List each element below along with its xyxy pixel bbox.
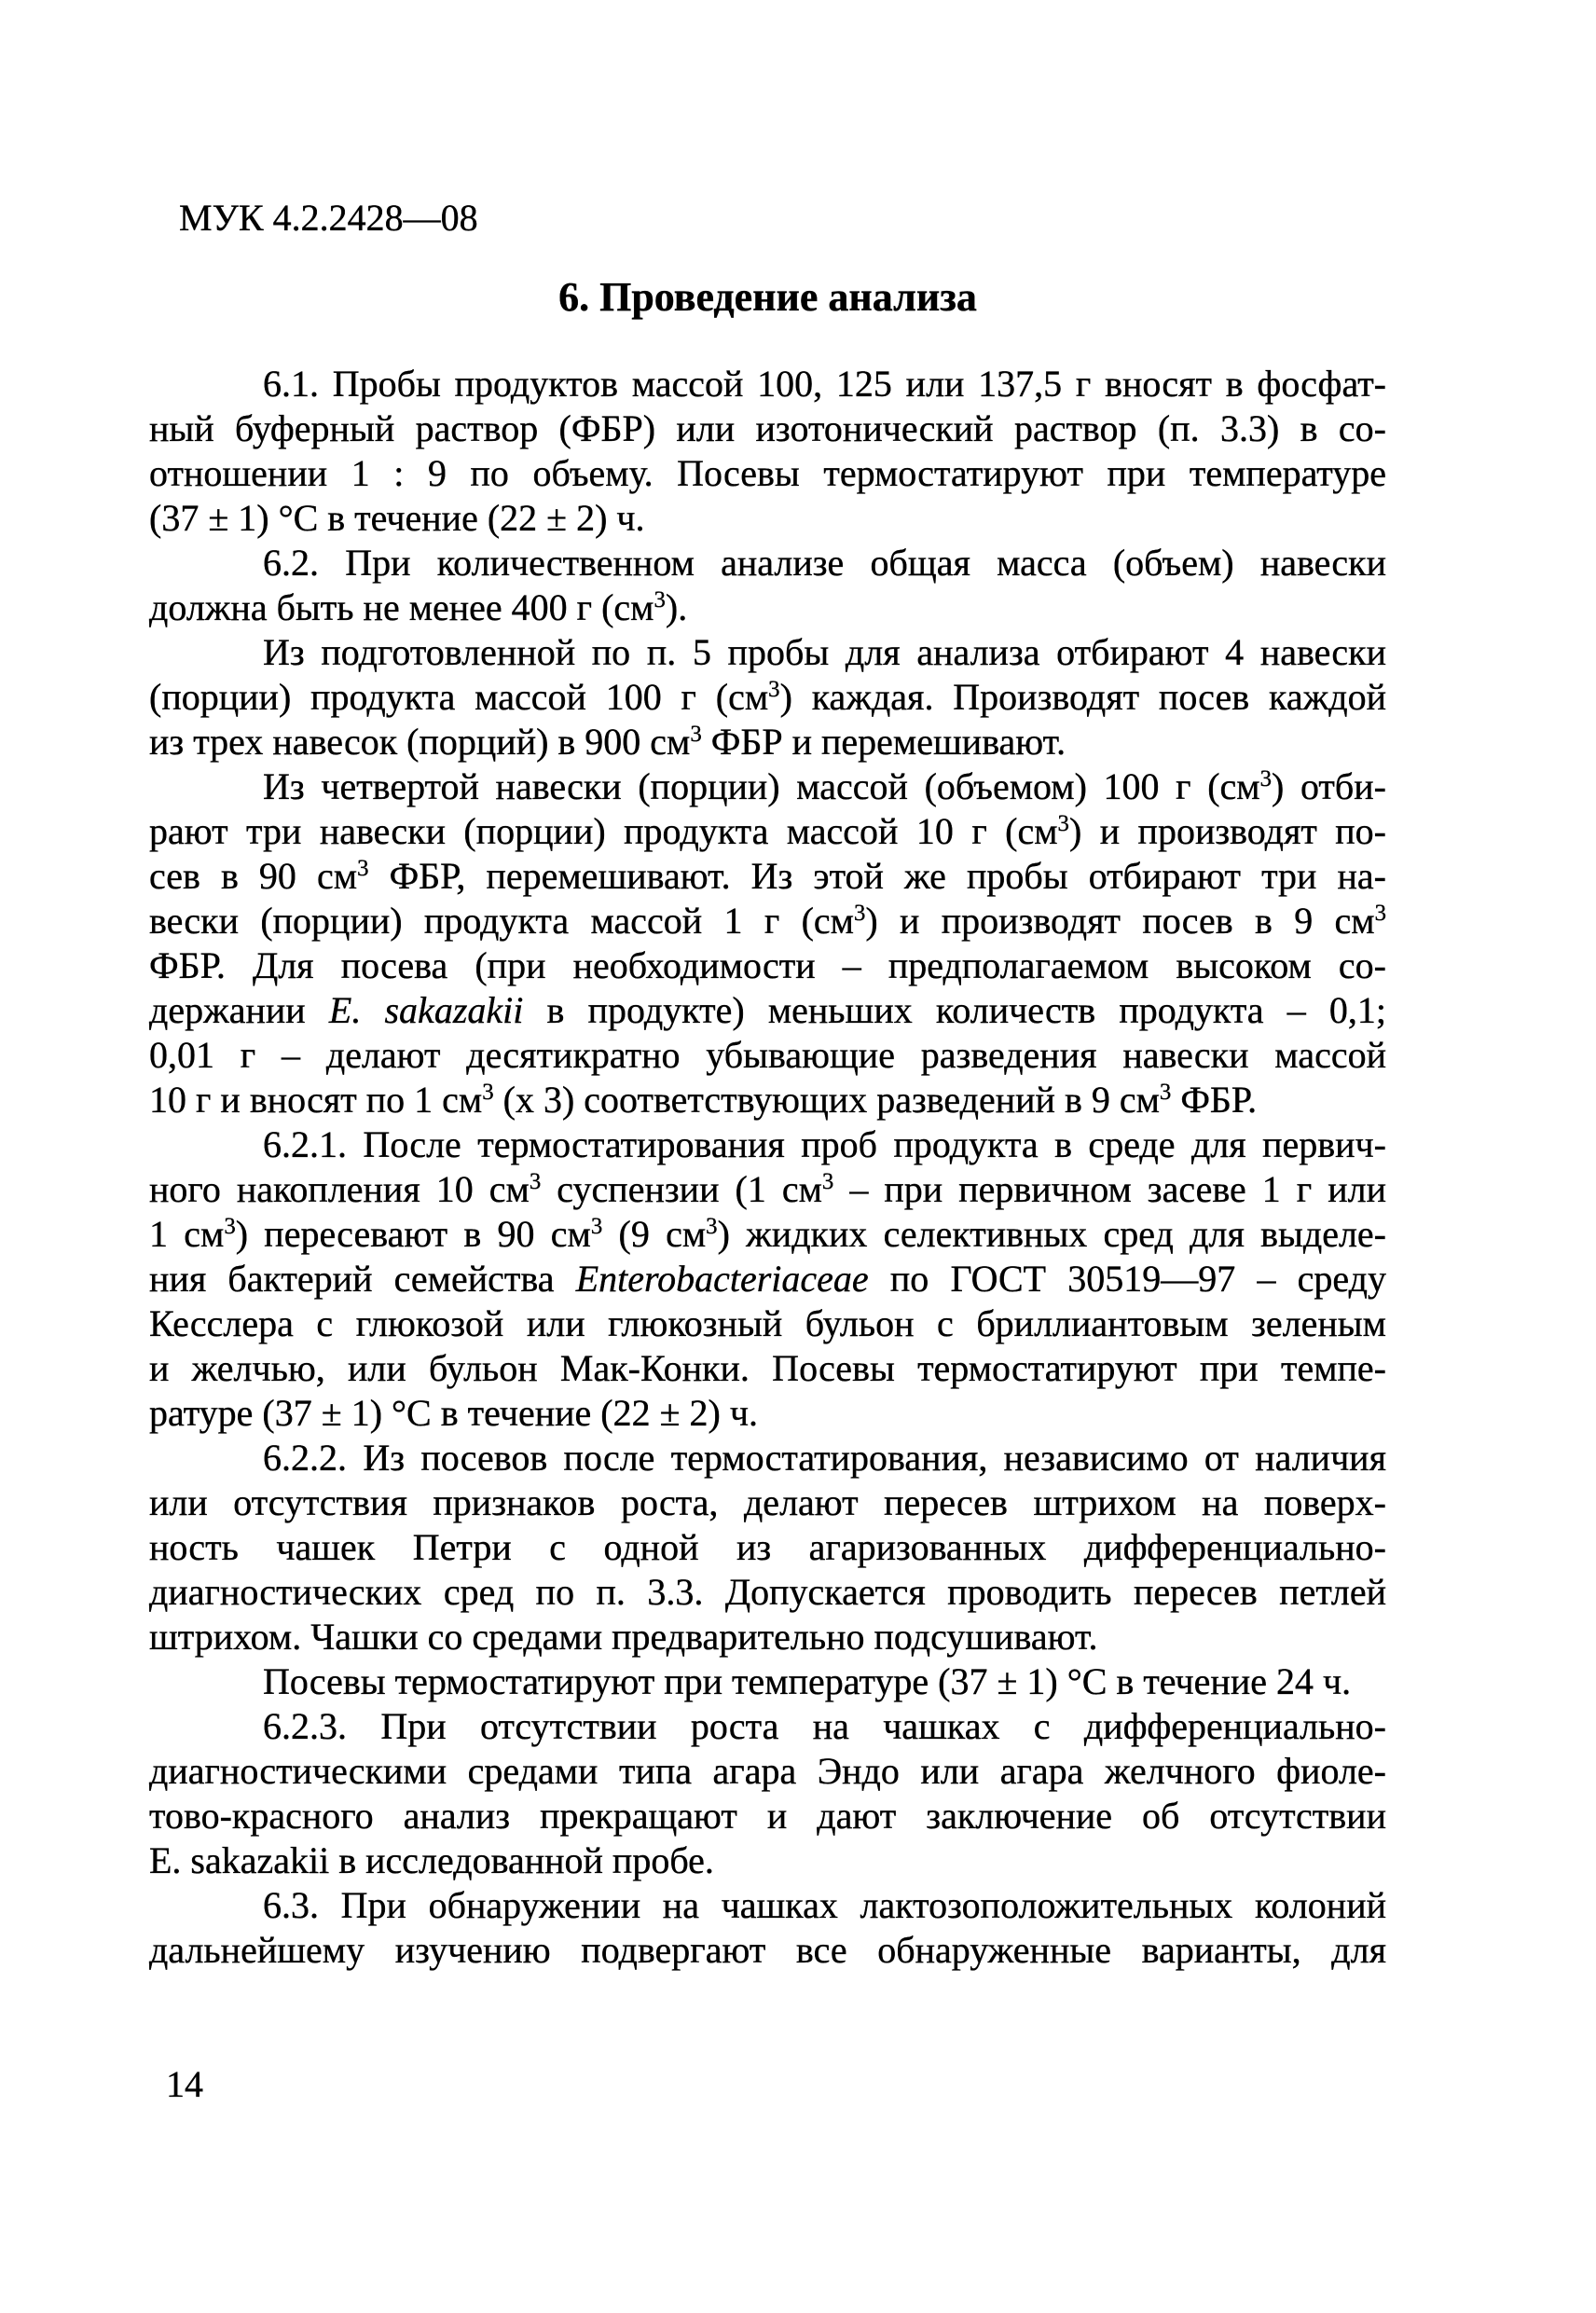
text-line: Из подготовленной по п. 5 пробы для анализа отбирают 4 навески: [263, 631, 1386, 673]
section-title: 6. Проведение анализа: [558, 274, 977, 320]
text-line: 0,01 г – делают десятикратно убывающие разведения навески массой: [149, 1034, 1386, 1076]
text-line: тово-красного анализ прекращают и дают заключение об отсутствии: [149, 1795, 1386, 1837]
text-line: (37 ± 1) °С в течение (22 ± 2) ч.: [149, 497, 645, 539]
text-line: рают три навески (порции) продукта массой 10 г $(см^3)$ и производят по-: [149, 810, 1386, 852]
text-line: держании E. sakazakii в продукте) меньших количеств продукта – 0,1;: [149, 989, 1387, 1031]
page-number: 14: [166, 2063, 203, 2105]
text-line: ного накопления 10 $см^3$ суспензии (1 $см^3$ – при первичном засеве 1 г или: [149, 1168, 1387, 1210]
text-line: ность чашек Петри с одной из агаризованных дифференциально-: [149, 1526, 1386, 1568]
text-line: 6.2.1. После термостатирования проб продукта в среде для первич-: [263, 1123, 1386, 1165]
document-code: МУК 4.2.2428—08: [179, 197, 478, 239]
text-line: или отсутствия признаков роста, делают пересев штрихом на поверх-: [149, 1481, 1386, 1523]
text-line: из трех навесок (порций) в 900 $см^3$ ФБР и перемешивают.: [149, 721, 1066, 763]
text-line: ФБР. Для посева (при необходимости – предполагаемом высоком со-: [149, 944, 1386, 986]
text-line: штрихом. Чашки со средами предварительно подсушивают.: [149, 1616, 1098, 1658]
text-line: 6.2.2. Из посевов после термостатирования, независимо от наличия: [263, 1437, 1386, 1479]
text-line: вески (порции) продукта массой 1 г $(см^3)$ и производят посев в 9 $см^3$: [149, 900, 1386, 942]
text-line: 6.3. При обнаружении на чашках лактозоположительных колоний: [263, 1884, 1386, 1926]
text-line: 6.2.3. При отсутствии роста на чашках с дифференциально-: [263, 1705, 1386, 1747]
text-line: Из четвертой навески (порции) массой (объемом) 100 г $(см^3)$ отби-: [263, 765, 1386, 807]
text-line: (порции) продукта массой 100 г $(см^3)$ каждая. Производят посев каждой: [149, 676, 1387, 718]
text-line: Посевы термостатируют при температуре (37 ± 1) °С в течение 24 ч.: [263, 1660, 1352, 1702]
text-line: 6.1. Пробы продуктов массой 100, 125 или 137,5 г вносят в фосфат-: [263, 363, 1386, 405]
text-line: сев в 90 $см^3$ ФБР, перемешивают. Из этой же пробы отбирают три на-: [149, 855, 1386, 897]
text-line: 10 г и вносят по 1 $см^3$ (х 3) соответствующих разведений в 9 $см^3$ ФБР.: [149, 1079, 1258, 1121]
text-line: 6.2. При количественном анализе общая масса (объем) навески: [263, 542, 1386, 584]
document-body: [149, 362, 1386, 1973]
text-line: должна быть не менее 400 г $(см^3)$.: [149, 586, 688, 628]
text-line: 1 $см^3$) пересевают в 90 $см^3$ (9 $см^3$) жидких селективных сред для выделе-: [149, 1213, 1386, 1255]
text-line: E. sakazakii в исследованной пробе.: [149, 1839, 714, 1881]
text-line: и желчью, или бульон Мак-Конки. Посевы термостатируют при темпе-: [149, 1347, 1386, 1389]
text-line: Кесслера с глюкозой или глюкозный бульон с бриллиантовым зеленым: [149, 1302, 1386, 1344]
text-line: диагностических сред по п. 3.3. Допускается проводить пересев петлей: [149, 1571, 1386, 1613]
text-line: дальнейшему изучению подвергают все обнаруженные варианты, для: [149, 1929, 1386, 1971]
text-line: ратуре (37 ± 1) °С в течение (22 ± 2) ч.: [149, 1392, 758, 1434]
text-line: ния бактерий семейства Enterobacteriaceae по ГОСТ 30519—97 – среду: [149, 1258, 1386, 1300]
text-line: диагностическими средами типа агара Эндо или агара желчного фиоле-: [149, 1750, 1386, 1792]
text-line: отношении 1 : 9 по объему. Посевы термостатируют при температуре: [149, 452, 1386, 494]
text-line: ный буферный раствор (ФБР) или изотонический раствор (п. 3.3) в со-: [149, 407, 1386, 449]
